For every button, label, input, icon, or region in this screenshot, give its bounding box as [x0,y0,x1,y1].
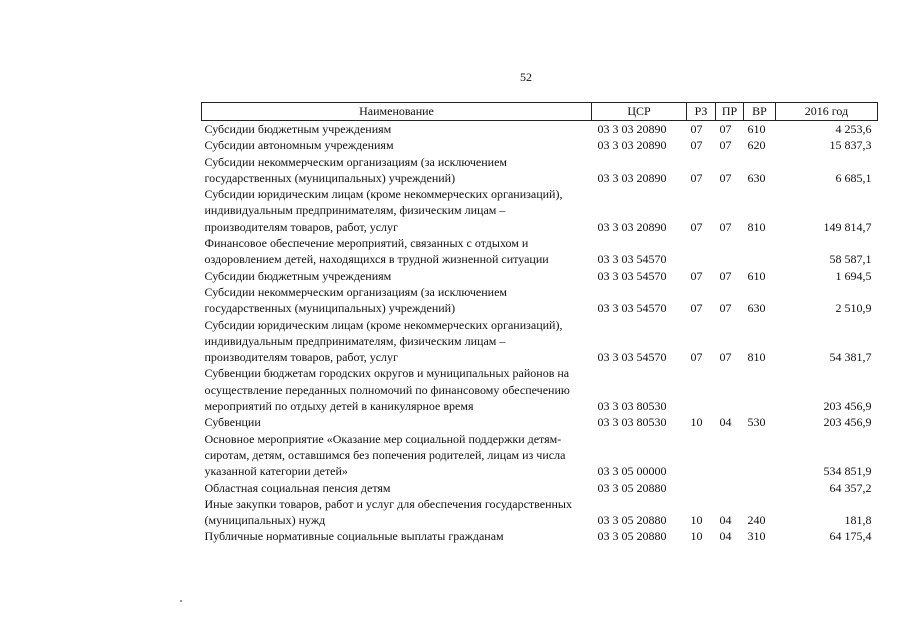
row-pr [716,235,744,268]
row-rz: 07 [690,301,703,316]
row-name: Финансовое обеспечение мероприятий, связанных с отдыхом и оздоровлением детей, находящихся в трудной жизненной ситуации [204,236,549,267]
table-row [202,414,878,430]
row-name: Субвенции [204,415,261,430]
row-name: Субсидии некоммерческим организациям (за исключением государственных (муниципальных) учреждений) [204,284,508,316]
row-amount: 64 357,2 [829,480,872,495]
row-name: Публичные нормативные социальные выплаты гражданам [204,529,504,544]
table-row [202,186,878,235]
header-name: Наименование [202,103,592,121]
row-vr [744,365,776,414]
row-rz: 10 [690,513,703,528]
scan-artifact-dot [180,600,182,602]
row-csr: 03 3 05 20880 [597,529,667,544]
row-csr: 03 3 05 20880 [597,480,667,495]
row-vr: 610 [747,122,766,136]
row-vr [744,480,776,496]
row-pr: 07 [719,219,732,234]
row-amount: 534 851,9 [823,464,872,479]
header-year: 2016 год [776,103,878,121]
row-rz: 10 [690,415,703,430]
row-amount: 4 253,6 [835,122,872,136]
row-amount: 54 381,7 [829,350,872,365]
row-amount: 1 694,5 [835,268,872,283]
row-amount: 2 510,9 [835,301,872,316]
row-csr: 03 3 03 54570 [597,268,667,283]
row-pr [716,365,744,414]
row-name: Субсидии бюджетным учреждениям [204,122,392,136]
row-pr: 07 [719,170,732,185]
table-row [202,137,878,153]
header-pr: ПР [716,103,744,121]
row-pr: 04 [719,513,732,528]
table-row [202,431,878,480]
row-rz: 07 [690,219,703,234]
row-csr: 03 3 03 20890 [597,219,667,234]
row-rz: 10 [690,529,703,544]
table-row [202,154,878,187]
row-rz: 07 [690,122,703,136]
row-csr: 03 3 05 00000 [597,464,667,479]
row-name: Субсидии некоммерческим организациям (за исключением государственных (муниципальных) учреждений) [204,154,508,185]
row-csr: 03 3 03 20890 [597,122,667,136]
row-vr: 530 [747,415,766,430]
row-csr: 03 3 03 54570 [597,301,667,316]
row-amount: 58 587,1 [829,252,872,267]
row-pr: 07 [719,268,732,283]
table-row [202,496,878,529]
row-name: Субсидии бюджетным учреждениям [204,268,392,283]
row-csr: 03 3 05 20880 [597,513,667,528]
row-rz [687,480,716,496]
table-row [202,121,878,138]
row-amount: 203 456,9 [823,415,872,430]
table-row [202,284,878,317]
row-vr: 310 [747,529,766,544]
row-rz [687,365,716,414]
row-rz: 07 [690,350,703,365]
header-vr: ВР [744,103,776,121]
row-pr: 04 [719,529,732,544]
row-pr [716,480,744,496]
row-amount: 181,8 [844,513,872,528]
row-amount: 64 175,4 [829,529,872,544]
row-vr: 620 [747,138,766,153]
row-name: Иные закупки товаров, работ и услуг для обеспечения государственных (муниципальных) нужд [204,496,572,528]
row-name: Субсидии автономным учреждениям [204,138,394,153]
row-rz: 07 [690,268,703,283]
page-number: 52 [520,70,532,84]
row-vr [744,235,776,268]
table-row [202,365,878,414]
table-row [202,235,878,268]
row-amount: 149 814,7 [823,219,872,234]
row-pr [716,431,744,480]
table-row [202,528,878,544]
row-rz [687,235,716,268]
table-header-row [202,103,878,121]
header-rz: РЗ [687,103,716,121]
row-amount: 6 685,1 [835,170,872,185]
row-name: Основное мероприятие «Оказание мер социальной поддержки детям-сиротам, детям, оставшимся без попечения родителей, лицам из числа указанной категории детей» [204,431,566,479]
row-pr: 07 [719,301,732,316]
header-csr: ЦСР [592,103,687,121]
row-rz: 07 [690,138,703,153]
row-vr: 810 [747,219,766,234]
row-name: Субвенции бюджетам городских округов и муниципальных районов на осуществление переданных полномочий по финансовому обеспечению мероприятий по отдыху детей в каникулярное время [204,366,570,414]
row-name: Субсидии юридическим лицам (кроме некоммерческих организаций), индивидуальным предпринимателям, физическим лицам – производителям товаров, работ, услуг [204,317,563,365]
row-csr: 03 3 03 80530 [597,415,667,430]
row-pr: 07 [719,350,732,365]
row-pr: 07 [719,122,732,136]
row-csr: 03 3 03 20890 [597,170,667,185]
row-vr [744,431,776,480]
row-vr: 630 [747,301,766,316]
budget-table [201,102,878,545]
row-vr: 630 [747,170,766,185]
row-csr: 03 3 03 54570 [597,350,667,365]
row-name: Областная социальная пенсия детям [204,480,391,495]
row-vr: 240 [747,513,766,528]
row-name: Субсидии юридическим лицам (кроме некоммерческих организаций), индивидуальным предпринимателям, физическим лицам – производителям товаров, работ, услуг [204,187,563,234]
row-pr: 04 [719,415,732,430]
row-amount: 15 837,3 [829,138,872,153]
row-rz: 07 [690,170,703,185]
row-pr: 07 [719,138,732,153]
row-csr: 03 3 03 80530 [597,399,667,414]
row-vr: 610 [747,268,766,283]
row-csr: 03 3 03 20890 [597,138,667,153]
row-vr: 810 [747,350,766,365]
row-amount: 203 456,9 [823,399,872,414]
table-row [202,268,878,284]
table-row [202,317,878,366]
table-row [202,480,878,496]
row-csr: 03 3 03 54570 [597,252,667,267]
row-rz [687,431,716,480]
